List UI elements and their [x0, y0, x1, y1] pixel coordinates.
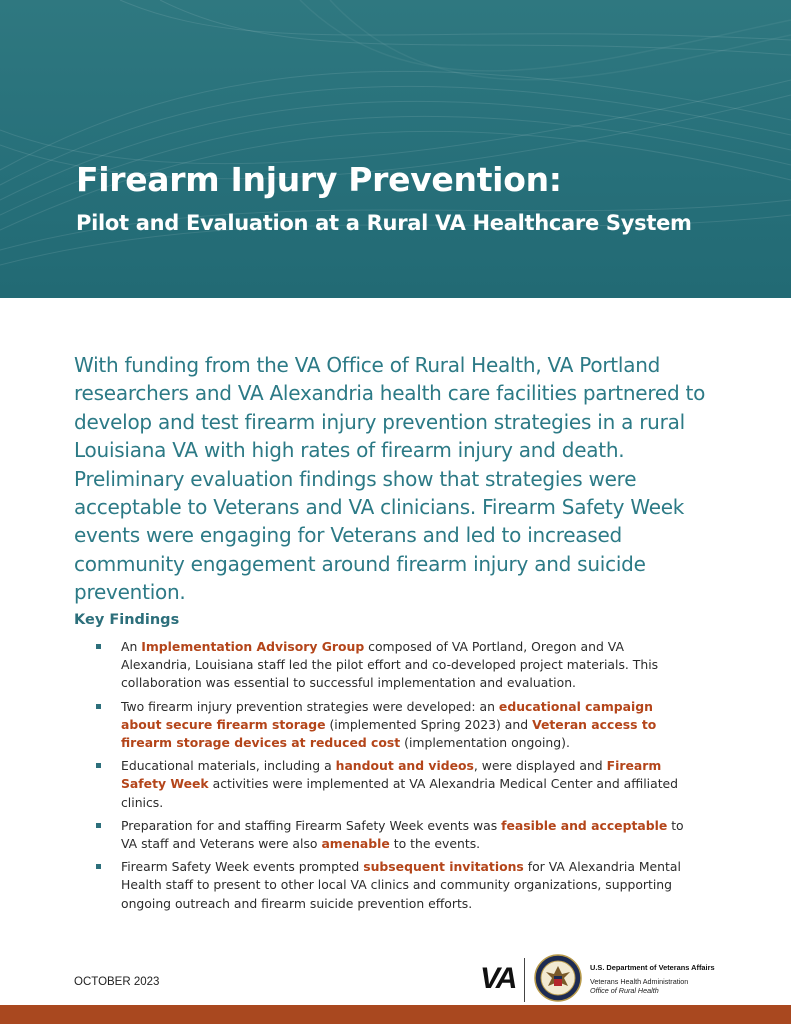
square-bullet-icon: [96, 763, 101, 768]
page-title: Firearm Injury Prevention:: [76, 160, 562, 199]
highlight-text: Firearm Safety Week: [121, 758, 662, 792]
square-bullet-icon: [96, 864, 101, 869]
square-bullet-icon: [96, 644, 101, 649]
finding-item: Preparation for and staffing Firearm Safety Week events was feasible and acceptable to VA staff and Veterans were also amenable to the events.: [96, 817, 696, 853]
wave-pattern-decoration: [0, 0, 791, 298]
finding-item: Firearm Safety Week events prompted subsequent invitations for VA Alexandria Mental Health staff to present to other local VA clinics and community organizations, supporting ongoing outreach and firearm suicide prevention efforts.: [96, 858, 696, 913]
office-name: Office of Rural Health: [590, 986, 659, 995]
square-bullet-icon: [96, 823, 101, 828]
highlight-text: Veteran access to firearm storage devices at reduced cost: [121, 716, 657, 751]
highlight-text: amenable: [321, 836, 390, 852]
footer-bar: [0, 1005, 791, 1024]
finding-item: An Implementation Advisory Group composed of VA Portland, Oregon and VA Alexandria, Louisiana staff led the pilot effort and co-developed project materials. This collaboration was essential to successful implementation and evaluation.: [96, 638, 696, 693]
square-bullet-icon: [96, 704, 101, 709]
highlight-text: handout and videos: [335, 758, 474, 774]
highlight-text: feasible and acceptable: [501, 817, 668, 833]
administration-name: Veterans Health Administration: [590, 977, 689, 986]
intro-paragraph: With funding from the VA Office of Rural Health, VA Portland researchers and VA Alexandria health care facilities partnered to develop and test firearm injury prevention strategies in a rural Louisiana VA with high rates of firearm injury and death. Preliminary evaluation findings show that strategies were acceptable to Veterans and VA clinicians. Firearm Safety Week events were engaging for Veterans and led to increased community engagement around firearm injury and suicide prevention.: [74, 353, 706, 605]
publication-date: OCTOBER 2023: [74, 976, 160, 988]
logo-divider: [524, 958, 525, 1002]
finding-item: Two firearm injury prevention strategies were developed: an educational campaign about secure firearm storage (implemented Spring 2023) and Veteran access to firearm storage devices at reduced cost (implementation ongoing).: [96, 698, 696, 753]
finding-item: Educational materials, including a handout and videos, were displayed and Firearm Safety Week activities were implemented at VA Alexandria Medical Center and affiliated clinics.: [96, 757, 696, 812]
page-subtitle: Pilot and Evaluation at a Rural VA Healthcare System: [76, 211, 692, 235]
highlight-text: subsequent invitations: [363, 859, 524, 875]
highlight-text: educational campaign about secure firearm storage: [121, 698, 653, 732]
department-block: [590, 963, 715, 995]
department-name: U.S. Department of Veterans Affairs: [590, 963, 715, 972]
header-banner: [0, 0, 791, 298]
key-findings-list: [96, 638, 696, 918]
highlight-text: Implementation Advisory Group: [141, 639, 365, 654]
va-logo: VA: [480, 962, 516, 995]
va-seal-icon: [534, 954, 582, 1002]
key-findings-heading: Key Findings: [74, 612, 180, 628]
